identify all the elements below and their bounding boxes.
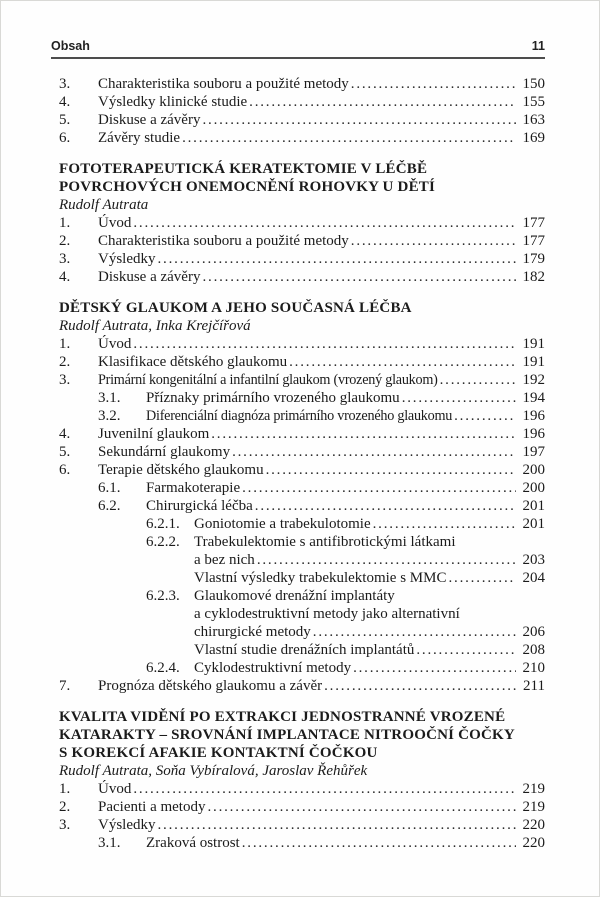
toc-entry xyxy=(59,659,545,677)
entry-page-number: 194 xyxy=(522,390,545,406)
entry-title: Cyklodestruktivní metody xyxy=(194,660,352,676)
entry-number: 6.2.1. xyxy=(146,516,180,532)
entry-title: Výsledky xyxy=(98,251,156,267)
toc-entry xyxy=(59,425,545,443)
entry-number: 5. xyxy=(59,112,71,128)
toc-section xyxy=(59,75,545,147)
entry-title: Juvenilní glaukom xyxy=(98,426,210,442)
section-authors: Rudolf Autrata, Soňa Vybíralová, Jaroslav Řehůřek xyxy=(59,763,368,779)
toc-entry xyxy=(59,407,545,425)
entry-number: 1. xyxy=(59,781,71,797)
entry-page-number: 191 xyxy=(522,354,545,370)
section-title-line: KATARAKTY – SROVNÁNÍ IMPLANTACE NITROOČNÍ ČOČKY xyxy=(59,727,515,743)
toc-entry xyxy=(59,551,545,569)
dot-leader xyxy=(440,371,516,389)
dot-leader xyxy=(211,425,516,443)
entry-number: 3.2. xyxy=(98,408,121,424)
dot-leader xyxy=(133,214,516,232)
dot-leader xyxy=(207,798,516,816)
entry-number: 6.2.2. xyxy=(146,534,180,550)
dot-leader xyxy=(202,111,516,129)
entry-title: Glaukomové drenážní implantáty xyxy=(194,588,395,604)
toc-entry xyxy=(59,129,545,147)
entry-number: 2. xyxy=(59,799,71,815)
dot-leader xyxy=(454,407,516,425)
entry-page-number: 192 xyxy=(522,372,545,388)
dot-leader xyxy=(202,268,516,286)
entry-page-number: 197 xyxy=(522,444,545,460)
dot-leader xyxy=(416,641,516,659)
toc-entry xyxy=(59,232,545,250)
toc-entry xyxy=(59,268,545,286)
entry-page-number: 201 xyxy=(522,516,545,532)
section-entries xyxy=(59,335,545,695)
entry-page-number: 150 xyxy=(522,76,545,92)
entry-title: Zraková ostrost xyxy=(146,835,240,851)
entry-title: Úvod xyxy=(98,336,132,352)
entry-number: 4. xyxy=(59,426,71,442)
section-authors: Rudolf Autrata xyxy=(59,197,149,213)
toc-entry xyxy=(59,111,545,129)
entry-title: Charakteristika souboru a použité metody xyxy=(98,233,349,249)
entry-page-number: 220 xyxy=(522,817,545,833)
dot-leader xyxy=(313,623,516,641)
dot-leader xyxy=(133,335,516,353)
section-title xyxy=(59,299,545,317)
entry-number: 2. xyxy=(59,354,71,370)
entry-title: chirurgické metody xyxy=(194,624,311,640)
entry-number: 3. xyxy=(59,251,71,267)
entry-page-number: 177 xyxy=(522,233,545,249)
entry-number: 4. xyxy=(59,94,71,110)
page-header xyxy=(51,39,545,54)
entry-title: Diskuse a závěry xyxy=(98,269,201,285)
entry-number: 6.2.4. xyxy=(146,660,180,676)
toc-entry xyxy=(59,605,545,623)
dot-leader xyxy=(242,479,516,497)
toc-content xyxy=(59,75,545,852)
section-entries xyxy=(59,214,545,286)
entry-title: Chirurgická léčba xyxy=(146,498,253,514)
toc-entry xyxy=(59,834,545,852)
entry-number: 3.1. xyxy=(98,390,121,406)
section-title-line: POVRCHOVÝCH ONEMOCNĚNÍ ROHOVKY U DĚTÍ xyxy=(59,179,436,195)
toc-entry xyxy=(59,641,545,659)
entry-title: Úvod xyxy=(98,781,132,797)
entry-page-number: 203 xyxy=(522,552,545,568)
toc-entry xyxy=(59,443,545,461)
toc-entry xyxy=(59,677,545,695)
header-page-number: 11 xyxy=(531,39,545,53)
toc-entry xyxy=(59,75,545,93)
entry-title: Výsledky klinické studie xyxy=(98,94,248,110)
section-title xyxy=(59,708,545,762)
entry-number: 6.2.3. xyxy=(146,588,180,604)
entry-page-number: 169 xyxy=(522,130,545,146)
dot-leader xyxy=(351,232,516,250)
entry-number: 4. xyxy=(59,269,71,285)
toc-entry xyxy=(59,497,545,515)
dot-leader xyxy=(158,250,517,268)
entry-page-number: 200 xyxy=(522,480,545,496)
entry-title: Úvod xyxy=(98,215,132,231)
entry-page-number: 210 xyxy=(522,660,545,676)
section-title-line: FOTOTERAPEUTICKÁ KERATEKTOMIE V LÉČBĚ xyxy=(59,161,428,177)
toc-entry xyxy=(59,798,545,816)
entry-number: 3. xyxy=(59,817,71,833)
toc-entry xyxy=(59,780,545,798)
dot-leader xyxy=(158,816,517,834)
section-title-line: KVALITA VIDĚNÍ PO EXTRAKCI JEDNOSTRANNÉ VROZENÉ xyxy=(59,709,506,725)
entry-number: 1. xyxy=(59,215,71,231)
entry-number: 3. xyxy=(59,76,71,92)
dot-leader xyxy=(232,443,516,461)
toc-entry xyxy=(59,479,545,497)
entry-number: 5. xyxy=(59,444,71,460)
dot-leader xyxy=(324,677,516,695)
toc-entry xyxy=(59,353,545,371)
dot-leader xyxy=(266,461,516,479)
entry-title: Goniotomie a trabekulotomie xyxy=(194,516,371,532)
toc-section xyxy=(59,299,545,695)
dot-leader xyxy=(249,93,516,111)
entry-title: Pacienti a metody xyxy=(98,799,206,815)
entry-page-number: 179 xyxy=(522,251,545,267)
entry-number: 6.1. xyxy=(98,480,121,496)
entry-page-number: 219 xyxy=(522,799,545,815)
dot-leader xyxy=(448,569,516,587)
toc-entry xyxy=(59,214,545,232)
dot-leader xyxy=(182,129,516,147)
entry-page-number: 211 xyxy=(523,678,545,694)
toc-entry xyxy=(59,816,545,834)
entry-number: 3.1. xyxy=(98,835,121,851)
section-title-line: DĚTSKÝ GLAUKOM A JEHO SOUČASNÁ LÉČBA xyxy=(59,300,412,316)
entry-number: 6.2. xyxy=(98,498,121,514)
entry-page-number: 208 xyxy=(522,642,545,658)
entry-title: Trabekulektomie s antifibrotickými látkami xyxy=(194,534,456,550)
entry-title: Prognóza dětského glaukomu a závěr xyxy=(98,678,323,694)
entry-page-number: 196 xyxy=(522,408,545,424)
toc-entry xyxy=(59,569,545,587)
entry-number: 6. xyxy=(59,130,71,146)
entry-title: Diferenciální diagnóza primárního vrozeného glaukomu xyxy=(146,408,453,424)
entry-title: Příznaky primárního vrozeného glaukomu xyxy=(146,390,400,406)
section-title xyxy=(59,160,545,196)
entry-title: Diskuse a závěry xyxy=(98,112,201,128)
dot-leader xyxy=(133,780,516,798)
toc-section xyxy=(59,160,545,286)
entry-title: Výsledky xyxy=(98,817,156,833)
entry-page-number: 196 xyxy=(522,426,545,442)
entry-page-number: 155 xyxy=(522,94,545,110)
toc-entry xyxy=(59,335,545,353)
dot-leader xyxy=(289,353,516,371)
entry-title: Terapie dětského glaukomu xyxy=(98,462,264,478)
section-title-line: S KOREKCÍ AFAKIE KONTAKTNÍ ČOČKOU xyxy=(59,745,378,761)
header-rule xyxy=(51,57,545,59)
entry-page-number: 201 xyxy=(522,498,545,514)
toc-entry xyxy=(59,250,545,268)
entry-title: Klasifikace dětského glaukomu xyxy=(98,354,288,370)
entry-title: Primární kongenitální a infantilní glaukom (vrozený glaukom) xyxy=(98,372,438,388)
entry-title: Vlastní studie drenážních implantátů xyxy=(194,642,415,658)
dot-leader xyxy=(402,389,516,407)
toc-entry xyxy=(59,389,545,407)
entry-number: 3. xyxy=(59,372,71,388)
toc-entry xyxy=(59,587,545,605)
toc-entry xyxy=(59,623,545,641)
entry-page-number: 200 xyxy=(522,462,545,478)
entry-page-number: 204 xyxy=(522,570,545,586)
toc-entry xyxy=(59,515,545,533)
entry-page-number: 206 xyxy=(522,624,545,640)
entry-page-number: 182 xyxy=(522,269,545,285)
toc-entry xyxy=(59,371,545,389)
header-title: Obsah xyxy=(51,39,90,53)
section-authors: Rudolf Autrata, Inka Krejčířová xyxy=(59,318,251,334)
entry-title: Závěry studie xyxy=(98,130,181,146)
section-entries xyxy=(59,780,545,852)
toc-section xyxy=(59,708,545,852)
entry-number: 7. xyxy=(59,678,71,694)
entry-page-number: 163 xyxy=(522,112,545,128)
entry-page-number: 219 xyxy=(522,781,545,797)
dot-leader xyxy=(242,834,516,852)
toc-entry xyxy=(59,461,545,479)
toc-entry xyxy=(59,533,545,551)
entry-page-number: 220 xyxy=(522,835,545,851)
entry-title: Vlastní výsledky trabekulektomie s MMC xyxy=(194,570,447,586)
entry-number: 2. xyxy=(59,233,71,249)
entry-title: a bez nich xyxy=(194,552,255,568)
dot-leader xyxy=(351,75,516,93)
entry-number: 6. xyxy=(59,462,71,478)
entry-number: 1. xyxy=(59,336,71,352)
entry-title: Farmakoterapie xyxy=(146,480,241,496)
entry-page-number: 177 xyxy=(522,215,545,231)
dot-leader xyxy=(353,659,516,677)
entry-title: a cyklodestruktivní metody jako alternativní xyxy=(194,606,460,622)
toc-entry xyxy=(59,93,545,111)
dot-leader xyxy=(373,515,516,533)
entry-page-number: 191 xyxy=(522,336,545,352)
dot-leader xyxy=(257,551,516,569)
section-entries xyxy=(59,75,545,147)
entry-title: Charakteristika souboru a použité metody xyxy=(98,76,349,92)
entry-title: Sekundární glaukomy xyxy=(98,444,231,460)
dot-leader xyxy=(255,497,516,515)
